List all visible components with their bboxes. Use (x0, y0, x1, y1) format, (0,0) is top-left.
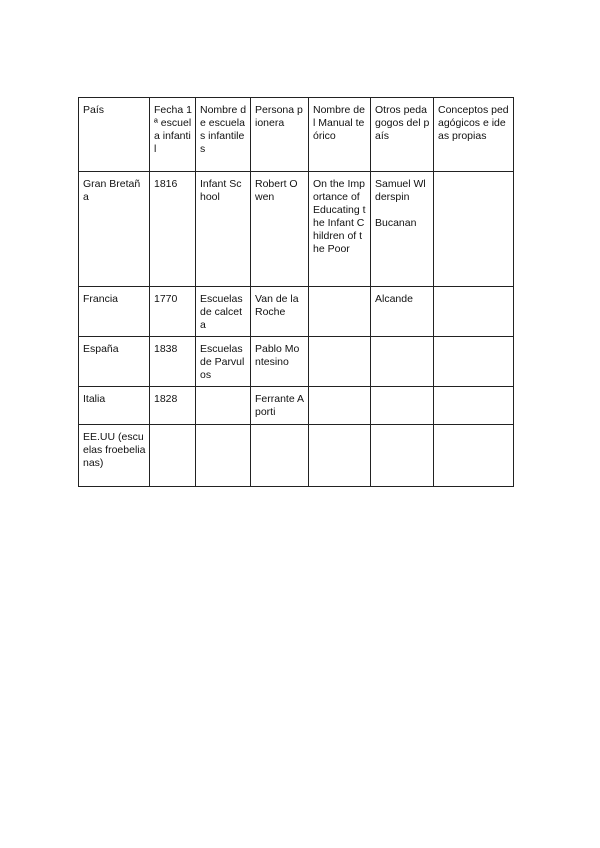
cell-conceptos (434, 172, 514, 287)
cell-conceptos (434, 387, 514, 425)
cell-otros (371, 387, 434, 425)
cell-conceptos (434, 425, 514, 487)
cell-spacer (375, 204, 430, 217)
cell-pais: España (79, 337, 150, 387)
header-cell-otros: Otros pedagogos del país (371, 98, 434, 172)
table-row (79, 287, 514, 337)
cell-fecha (150, 425, 196, 487)
table-row (79, 387, 514, 425)
cell-pais: Italia (79, 387, 150, 425)
cell-fecha: 1770 (150, 287, 196, 337)
cell-pais: EE.UU (escuelas froebelianas) (79, 425, 150, 487)
cell-nombre: Escuelas de calceta (196, 287, 251, 337)
cell-nombre: Escuelas de Parvulos (196, 337, 251, 387)
cell-pais: Francia (79, 287, 150, 337)
cell-manual (309, 287, 371, 337)
pioneers-table (78, 97, 514, 487)
cell-persona: Ferrante Aporti (251, 387, 309, 425)
cell-persona (251, 425, 309, 487)
cell-manual: On the Importance of Educating the Infant Children of the Poor (309, 172, 371, 287)
header-cell-pais: País (79, 98, 150, 172)
header-cell-conceptos: Conceptos pedagógicos e ideas propias (434, 98, 514, 172)
cell-persona: Pablo Montesino (251, 337, 309, 387)
cell-otros (371, 337, 434, 387)
cell-conceptos (434, 287, 514, 337)
cell-otros: Samuel Wlderspin Bucanan (371, 172, 434, 287)
cell-manual (309, 425, 371, 487)
table-row (79, 172, 514, 287)
cell-persona: Robert Owen (251, 172, 309, 287)
table-row (79, 425, 514, 487)
cell-fecha: 1828 (150, 387, 196, 425)
cell-fecha: 1838 (150, 337, 196, 387)
cell-otros (371, 425, 434, 487)
cell-nombre (196, 387, 251, 425)
cell-fecha: 1816 (150, 172, 196, 287)
cell-pais: Gran Bretaña (79, 172, 150, 287)
cell-manual (309, 387, 371, 425)
table-row (79, 337, 514, 387)
cell-nombre (196, 425, 251, 487)
header-cell-fecha: Fecha 1ª escuela infantil (150, 98, 196, 172)
header-cell-manual: Nombre del Manual teórico (309, 98, 371, 172)
header-cell-persona: Persona pionera (251, 98, 309, 172)
cell-conceptos (434, 337, 514, 387)
header-cell-nombre: Nombre de escuelas infantiles (196, 98, 251, 172)
cell-otros: Alcande (371, 287, 434, 337)
cell-manual (309, 337, 371, 387)
cell-nombre: Infant School (196, 172, 251, 287)
cell-persona: Van de la Roche (251, 287, 309, 337)
table-header-row (79, 98, 514, 172)
